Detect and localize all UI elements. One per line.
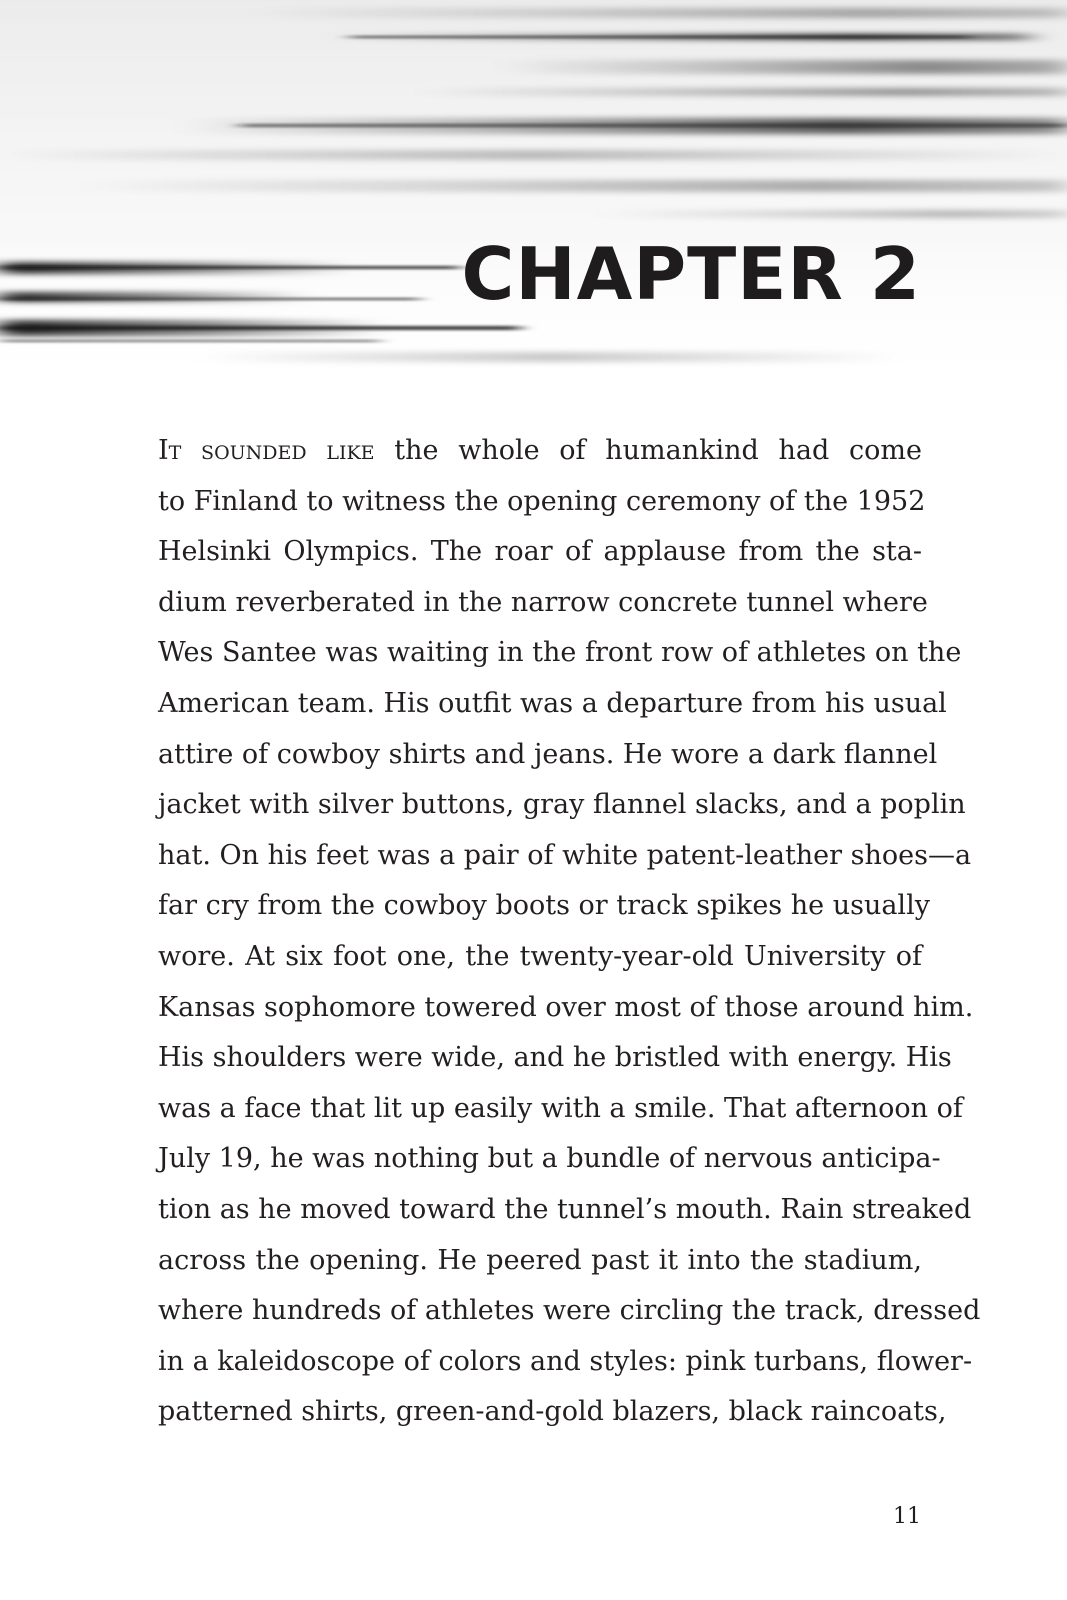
chapter-title: CHAPTER 2	[461, 232, 921, 316]
text-line-content: the whole of humankind had come	[374, 435, 922, 466]
text-line: American team. His outfit was a departure from his usual	[158, 687, 947, 719]
text-line: in a kaleidoscope of colors and styles: pink turbans, flower-	[158, 1345, 973, 1377]
text-line: His shoulders were wide, and he bristled with energy. His	[158, 1042, 952, 1074]
text-line: hat. On his feet was a pair of white patent-leather shoes—a	[158, 839, 972, 871]
text-line: patterned shirts, green-and-gold blazers, black raincoats,	[158, 1396, 947, 1428]
text-line: attire of cowboy shirts and jeans. He wore a dark flannel	[158, 738, 938, 770]
text-line: was a face that lit up easily with a smile. That afternoon of	[158, 1092, 963, 1124]
text-line: dium reverberated in the narrow concrete tunnel where	[158, 586, 928, 618]
motion-blur-header-art	[0, 0, 1067, 400]
text-line: across the opening. He peered past it into the stadium,	[158, 1244, 922, 1276]
text-line: jacket with silver buttons, gray flannel slacks, and a poplin	[158, 789, 966, 821]
text-line: where hundreds of athletes were circling the track, dressed	[158, 1295, 981, 1327]
chapter-body-text	[158, 426, 981, 1438]
text-line	[158, 426, 922, 477]
text-line: wore. At six foot one, the twenty-year-old University of	[158, 940, 922, 972]
lead-in-small-caps: It sounded like	[158, 435, 375, 466]
text-line: July 19, he was nothing but a bundle of nervous anticipa-	[158, 1143, 941, 1175]
text-line: far cry from the cowboy boots or track spikes he usually	[158, 890, 930, 922]
text-line: to Finland to witness the opening ceremony of the 1952	[158, 485, 926, 517]
page-number: 11	[893, 1504, 921, 1529]
text-line: Helsinki Olympics. The roar of applause from the sta-	[158, 536, 922, 568]
text-line: Wes Santee was waiting in the front row of athletes on the	[158, 637, 962, 669]
text-line: tion as he moved toward the tunnel’s mouth. Rain streaked	[158, 1193, 972, 1225]
text-line: Kansas sophomore towered over most of those around him.	[158, 991, 974, 1023]
